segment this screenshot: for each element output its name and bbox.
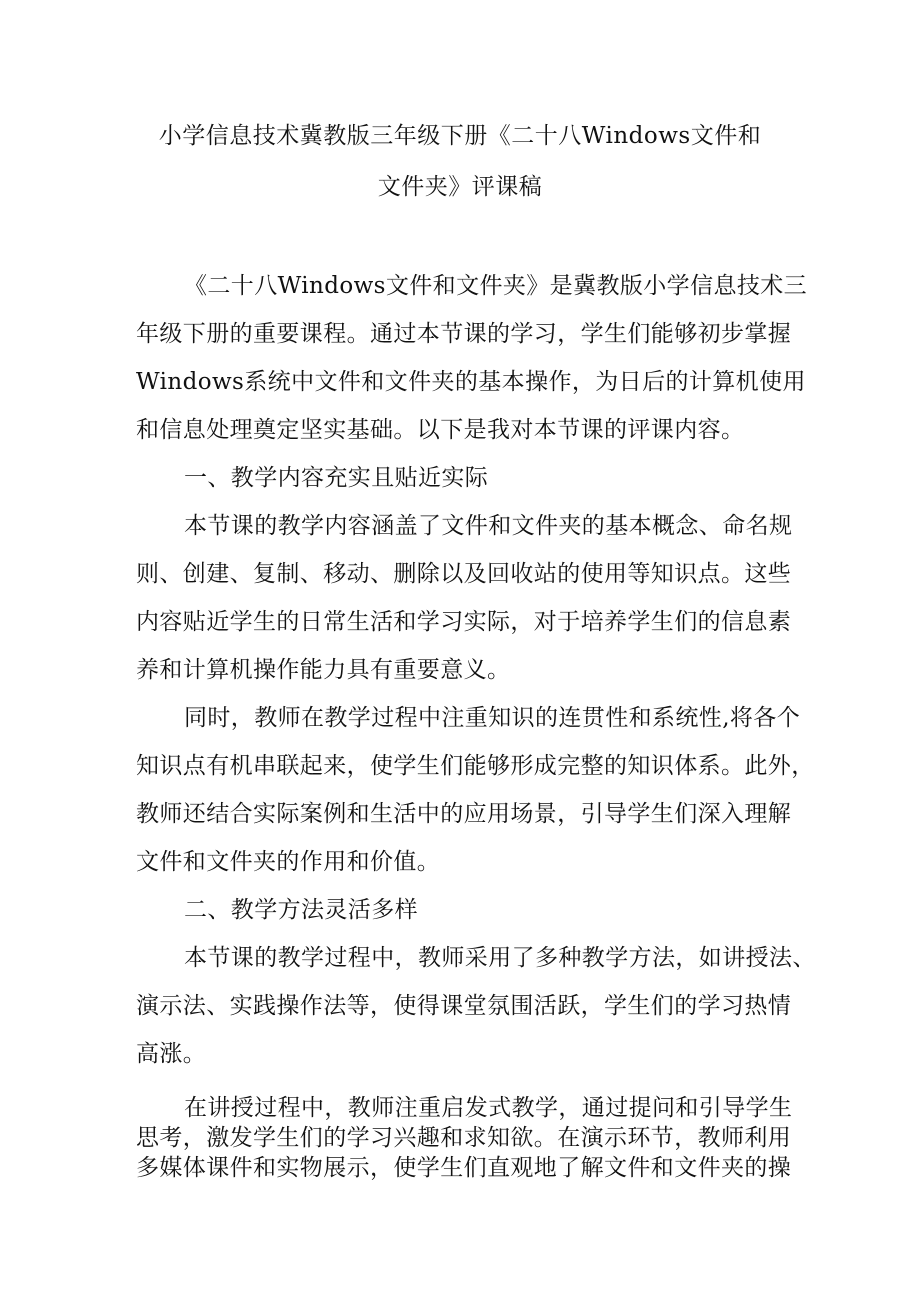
paragraph-4-line-1: 本节课的教学过程中，教师采用了多种教学方法，如讲授法、 [184, 945, 816, 971]
paragraph-3-line-4: 文件和文件夹的作用和价值。 [136, 849, 441, 875]
paragraph-2-line-3: 内容贴近学生的日常生活和学习实际，对于培养学生们的信息素 [136, 609, 792, 635]
paragraph-5-line-3: 多媒体课件和实物展示，使学生们直观地了解文件和文件夹的操 [136, 1155, 792, 1181]
paragraph-3-line-1: 同时，教师在教学过程中注重知识的连贯性和系统性,将各个 [184, 705, 801, 731]
paragraph-3-line-3: 教师还结合实际案例和生活中的应用场景，引导学生们深入理解 [136, 801, 792, 827]
document-title-line-2: 文件夹》评课稿 [377, 174, 543, 200]
paragraph-2-line-2: 则、创建、复制、移动、删除以及回收站的使用等知识点。这些 [136, 561, 792, 587]
section-heading-1: 一、教学内容充实且贴近实际 [184, 465, 489, 491]
section-heading-2: 二、教学方法灵活多样 [184, 897, 418, 923]
paragraph-5-line-1: 在讲授过程中，教师注重启发式教学，通过提问和引导学生 [184, 1095, 793, 1121]
paragraph-2-line-4: 养和计算机操作能力具有重要意义。 [136, 657, 511, 683]
paragraph-1-line-4: 和信息处理奠定坚实基础。以下是我对本节课的评课内容。 [136, 417, 745, 443]
paragraph-1-line-2: 年级下册的重要课程。通过本节课的学习，学生们能够初步掌握 [136, 321, 792, 347]
paragraph-1-line-1: 《二十八Windows文件和文件夹》是冀教版小学信息技术三 [184, 273, 808, 299]
paragraph-4-line-2: 演示法、实践操作法等，使得课堂氛围活跃，学生们的学习热情 [136, 993, 792, 1019]
paragraph-2-line-1: 本节课的教学内容涵盖了文件和文件夹的基本概念、命名规 [184, 513, 793, 539]
paragraph-5-line-2: 思考，激发学生们的学习兴趣和求知欲。在演示环节，教师利用 [136, 1125, 792, 1151]
paragraph-3-line-2: 知识点有机串联起来，使学生们能够形成完整的知识体系。此外， [136, 753, 815, 779]
paragraph-4-line-3: 高涨。 [136, 1041, 207, 1067]
paragraph-1-line-3: Windows系统中文件和文件夹的基本操作，为日后的计算机使用 [136, 369, 806, 395]
document-title-line-1: 小学信息技术冀教版三年级下册《二十八Windows文件和 [158, 123, 762, 149]
